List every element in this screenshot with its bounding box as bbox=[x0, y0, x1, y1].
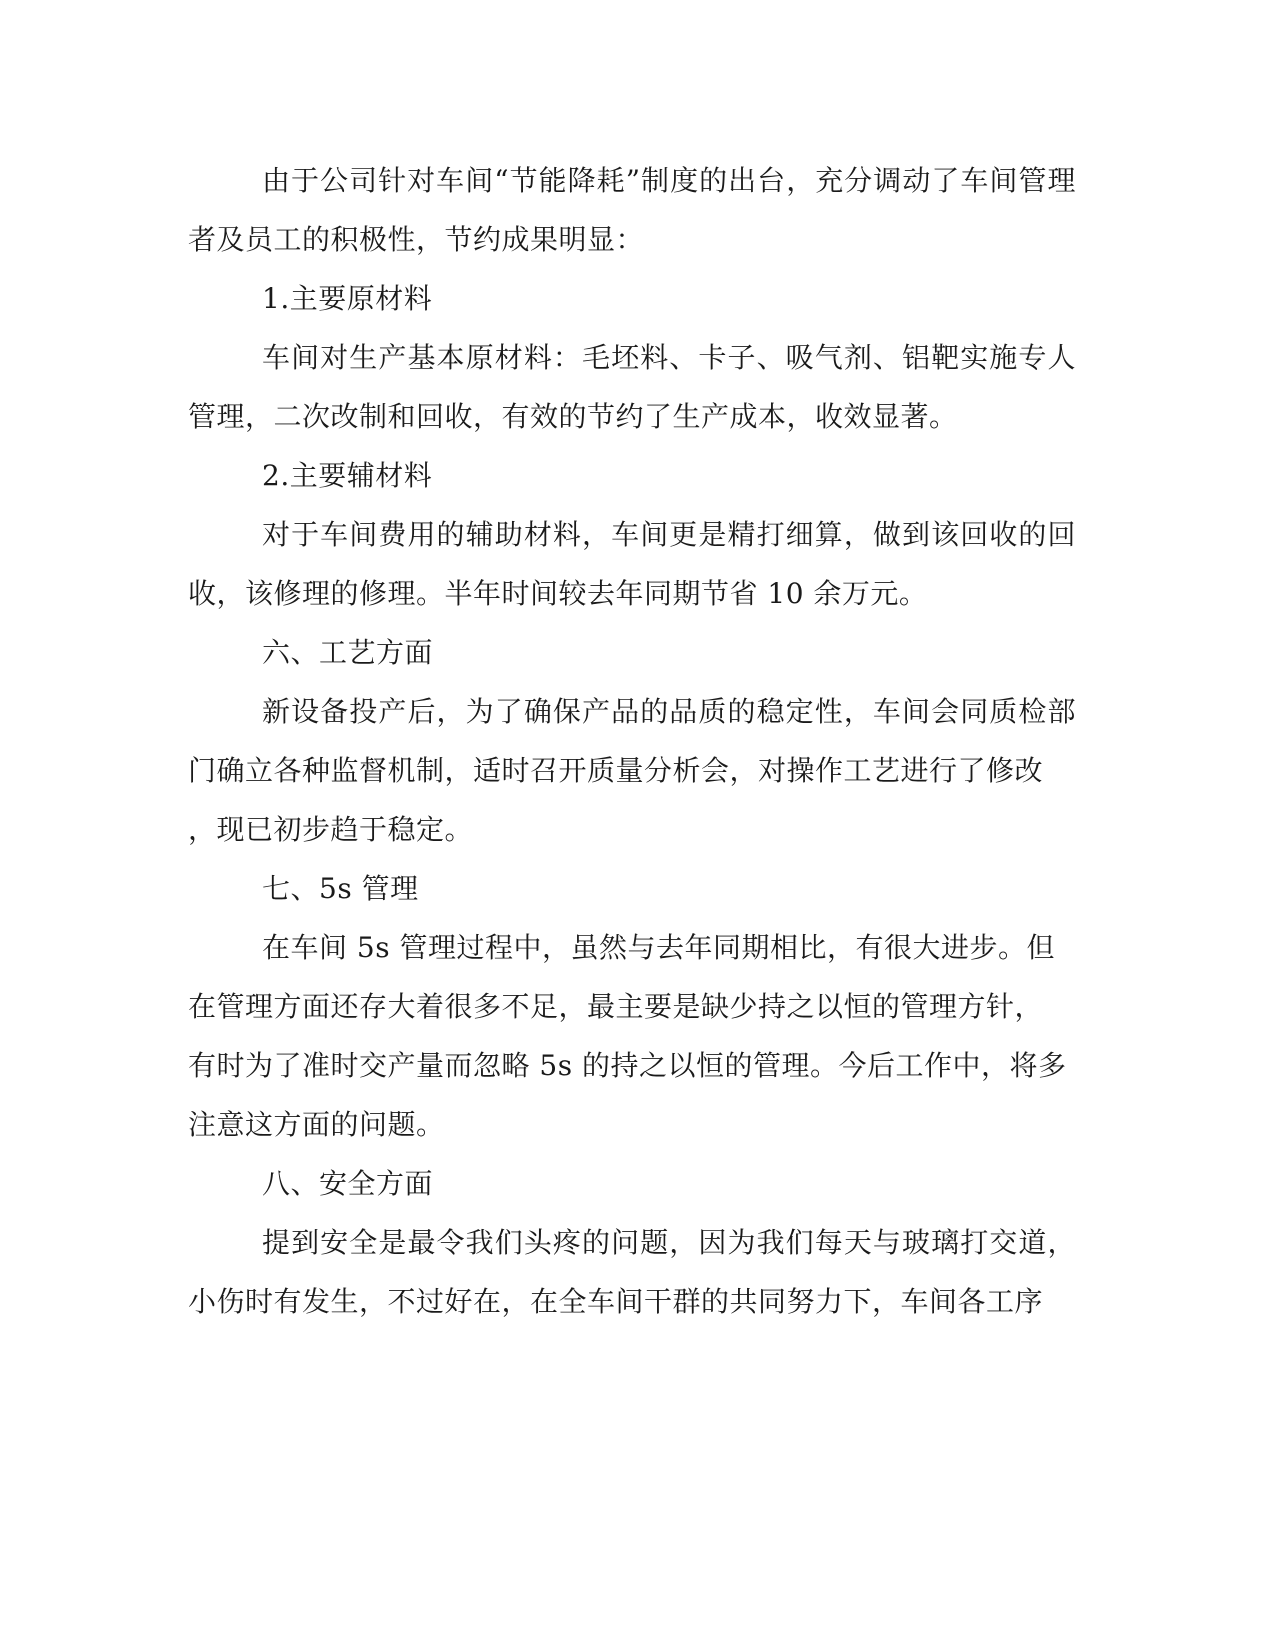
paragraph-line: 门确立各种监督机制，适时召开质量分析会，对操作工艺进行了修改 bbox=[188, 754, 1044, 787]
paragraph-line: 注意这方面的问题。 bbox=[188, 1108, 445, 1141]
paragraph-line: 有时为了准时交产量而忽略 5s 的持之以恒的管理。今后工作中，将多 bbox=[188, 1049, 1067, 1082]
paragraph-line: 由于公司针对车间“节能降耗”制度的出台，充分调动了车间管理 bbox=[262, 164, 1076, 197]
paragraph-line: 提到安全是最令我们头疼的问题，因为我们每天与玻璃打交道， bbox=[262, 1226, 1076, 1259]
section-heading: 六、工艺方面 bbox=[262, 636, 434, 669]
paragraph-line: 管理，二次改制和回收，有效的节约了生产成本，收效显著。 bbox=[188, 400, 958, 433]
paragraph-line: 新设备投产后，为了确保产品的品质的稳定性，车间会同质检部 bbox=[262, 695, 1076, 728]
paragraph-line: 在车间 5s 管理过程中，虽然与去年同期相比，有很大进步。但 bbox=[262, 931, 1055, 964]
paragraph-line: 对于车间费用的辅助材料，车间更是精打细算，做到该回收的回 bbox=[262, 518, 1076, 551]
section-heading: 八、安全方面 bbox=[262, 1167, 434, 1200]
section-heading: 2.主要辅材料 bbox=[262, 459, 433, 492]
section-heading: 七、5s 管理 bbox=[262, 872, 419, 905]
section-heading: 1.主要原材料 bbox=[262, 282, 433, 315]
paragraph-line: 在管理方面还存大着很多不足，最主要是缺少持之以恒的管理方针， bbox=[188, 990, 1044, 1023]
paragraph-line: 者及员工的积极性，节约成果明显： bbox=[188, 223, 645, 256]
paragraph-line: ，现已初步趋于稳定。 bbox=[188, 813, 474, 846]
paragraph-line: 车间对生产基本原材料：毛坯料、卡子、吸气剂、铝靶实施专人 bbox=[262, 341, 1076, 374]
paragraph-line: 小伤时有发生，不过好在，在全车间干群的共同努力下，车间各工序 bbox=[188, 1285, 1044, 1318]
paragraph-line: 收，该修理的修理。半年时间较去年同期节省 10 余万元。 bbox=[188, 577, 928, 610]
